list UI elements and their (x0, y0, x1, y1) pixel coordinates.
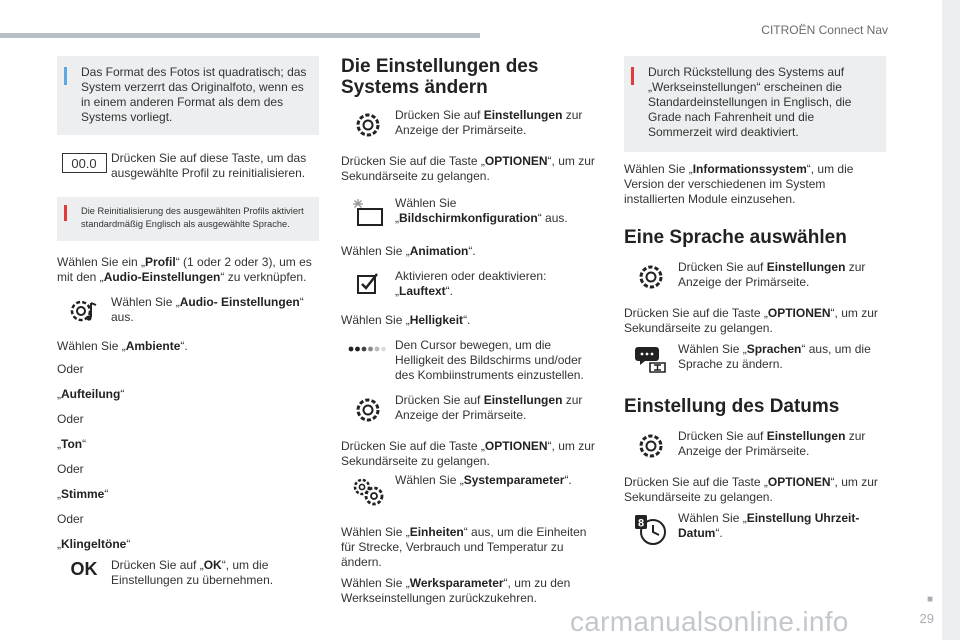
option-stimme: „Stimme“ (57, 487, 109, 501)
screen-brightness-icon[interactable] (351, 198, 385, 230)
or-text: Oder (57, 362, 84, 376)
watermark: carmanualsonline.info (570, 606, 849, 637)
language-icon[interactable] (634, 344, 668, 374)
column-1 (57, 56, 319, 588)
info-marker (64, 67, 67, 85)
cursor-text: Den Cursor bewegen, um die Helligkeit des Bildschirms und/oder des Kombiinstruments einzustellen. (395, 338, 584, 382)
side-tab (942, 0, 960, 640)
section-heading: Die Einstellungen des Systems ändern (341, 56, 539, 98)
or-text: Oder (57, 462, 84, 476)
info-note (57, 56, 319, 135)
units-text: Wählen Sie „Einheiten“ aus, um die Einheiten für Strecke, Verbrauch und Temperatur zu ändern. (341, 525, 587, 569)
time-date-row (624, 511, 886, 547)
header-rule (0, 33, 480, 38)
scroll-text-text: Aktivieren oder deaktivieren: „Lauftext“. (395, 269, 547, 298)
warning-marker (64, 205, 67, 221)
settings-text: Drücken Sie auf Einstellungen zur Anzeige der Primärseite. (678, 260, 866, 289)
options-text: Drücken Sie auf die Taste „OPTIONEN“, um zur Sekundärseite zu gelangen. (341, 439, 595, 468)
cursor-row (341, 338, 603, 383)
gear-icon[interactable] (636, 262, 666, 292)
page-number: 29 (919, 611, 934, 626)
note-text: Die Reinitialisierung des ausgewählten Profils aktiviert standardmäßig Englisch als ausgewählte Sprache. (81, 206, 304, 229)
or-text: Oder (57, 512, 84, 526)
ok-text: Drücken Sie auf „OK“, um die Einstellungen zu übernehmen. (111, 558, 274, 587)
reset-key-icon[interactable]: 00.0 (62, 153, 107, 173)
options-text: Drücken Sie auf die Taste „OPTIONEN“, um zur Sekundärseite zu gelangen. (624, 306, 878, 335)
note-text: Das Format des Fotos ist quadratisch; das System verzerrt das Originalfoto, wenn es in einem anderen Format als dem des Systems vorliegt. (81, 65, 307, 124)
clock-calendar-icon[interactable] (633, 513, 669, 547)
audio-settings-text: Wählen Sie „Audio- Einstellungen“ aus. (111, 295, 304, 324)
settings-text: Drücken Sie auf Einstellungen zur Anzeige der Primärseite. (395, 108, 583, 137)
settings-text: Drücken Sie auf Einstellungen zur Anzeige der Primärseite. (395, 393, 583, 422)
option-aufteilung: „Aufteilung“ (57, 387, 125, 401)
ok-row (57, 558, 319, 588)
column-3 (624, 56, 886, 547)
languages-row (624, 342, 886, 374)
languages-text: Wählen Sie „Sprachen“ aus, um die Sprache zu ändern. (678, 342, 871, 371)
warning-marker (631, 67, 634, 85)
audio-settings-icon[interactable] (68, 297, 100, 325)
settings-row (341, 108, 603, 140)
reset-text: Drücken Sie auf diese Taste, um das ausgewählte Profil zu reinitialisieren. (111, 151, 307, 180)
settings-row (624, 429, 886, 461)
warning-note (624, 56, 886, 152)
brightness-text: Wählen Sie „Helligkeit“. (341, 313, 471, 327)
or-text: Oder (57, 412, 84, 426)
options-text: Drücken Sie auf die Taste „OPTIONEN“, um zur Sekundärseite zu gelangen. (624, 475, 878, 504)
animation-text: Wählen Sie „Animation“. (341, 244, 476, 258)
page-dot: ■ (926, 594, 933, 605)
header-title: CITROËN Connect Nav (761, 23, 888, 37)
info-system-text: Wählen Sie „Informationssystem“, um die Version der verschiedenen im System installierten Module einzusehen. (624, 162, 854, 206)
scroll-text-row (341, 269, 603, 299)
section-heading-date: Einstellung des Datums (624, 396, 840, 417)
time-date-text: Wählen Sie „Einstellung Uhrzeit-Datum“. (678, 511, 860, 540)
factory-text: Wählen Sie „Werksparameter“, um zu den Werkseinstellungen zurückzukehren. (341, 576, 571, 605)
ambiente-text: Wählen Sie „Ambiente“. (57, 339, 188, 353)
screen-config-text: Wählen Sie „Bildschirmkonfiguration“ aus. (395, 196, 568, 225)
checkbox-icon[interactable] (355, 271, 381, 295)
gears-icon[interactable] (350, 475, 386, 507)
section-heading-language: Eine Sprache auswählen (624, 227, 847, 248)
audio-settings-row (57, 295, 319, 325)
system-params-row (341, 473, 603, 507)
brightness-slider-icon[interactable] (348, 344, 388, 354)
profile-text: Wählen Sie ein „Profil“ (1 oder 2 oder 3), um es mit den „Audio-Einstellungen“ zu verknüpfen. (57, 255, 312, 284)
column-2 (341, 56, 603, 606)
settings-row (341, 393, 603, 425)
option-ton: „Ton“ (57, 437, 87, 451)
system-params-text: Wählen Sie „Systemparameter“. (395, 473, 572, 487)
reset-row (57, 151, 319, 181)
gear-icon[interactable] (636, 431, 666, 461)
settings-row (624, 260, 886, 292)
gear-icon[interactable] (353, 395, 383, 425)
option-klingeltoene: „Klingeltöne“ (57, 537, 131, 551)
screen-config-row (341, 196, 603, 230)
svg-text:8: 8 (637, 517, 645, 530)
options-text: Drücken Sie auf die Taste „OPTIONEN“, um zur Sekundärseite zu gelangen. (341, 154, 595, 183)
settings-text: Drücken Sie auf Einstellungen zur Anzeige der Primärseite. (678, 429, 866, 458)
warning-note (57, 197, 319, 241)
ok-button-icon[interactable]: OK (70, 559, 98, 579)
note-text: Durch Rückstellung des Systems auf „Werkseinstellungen“ erscheinen die Standardeinstellungen in Englisch, die Grade nach Fahrenheit und die Sommerzeit wird deaktiviert. (648, 65, 852, 139)
gear-icon[interactable] (353, 110, 383, 140)
